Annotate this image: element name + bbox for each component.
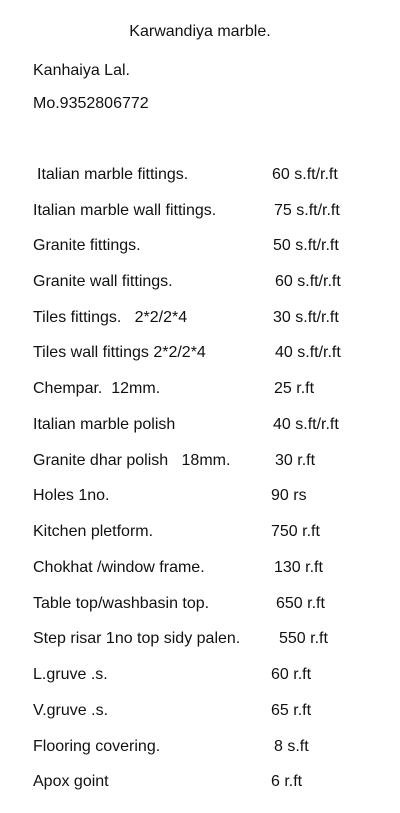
rate-item-value: 40 s.ft/r.ft — [275, 344, 341, 361]
rate-item-name: Flooring covering. — [33, 738, 161, 755]
rate-item-value: 40 s.ft/r.ft — [273, 416, 339, 433]
rate-item-value: 8 s.ft — [274, 738, 309, 755]
rate-row — [0, 414, 400, 436]
contact-name: Kanhaiya Lal. — [33, 62, 130, 79]
rate-row — [0, 342, 400, 364]
rate-row — [0, 664, 400, 686]
phone-number: Mo.9352806772 — [33, 95, 149, 112]
rate-row — [0, 628, 400, 650]
rate-row — [0, 521, 400, 543]
rate-item-value: 30 s.ft/r.ft — [273, 309, 339, 326]
rate-item-value: 65 r.ft — [271, 702, 312, 719]
rate-item-value: 90 rs — [271, 487, 307, 504]
rate-item-name: V.gruve .s. — [33, 702, 109, 719]
rate-row — [0, 307, 400, 329]
rate-item-name: Holes 1no. — [33, 487, 110, 504]
rate-item-name: Kitchen pletform. — [33, 523, 154, 540]
rate-item-name: Tiles wall fittings 2*2/2*4 — [33, 344, 206, 361]
rate-item-name: Granite fittings. — [33, 237, 141, 254]
rate-row — [0, 450, 400, 472]
rate-item-value: 550 r.ft — [279, 630, 328, 647]
rate-row — [0, 271, 400, 293]
rate-item-name: Granite dhar polish 18mm. — [33, 452, 231, 469]
rate-row — [0, 378, 400, 400]
rate-item-name: Tiles fittings. 2*2/2*4 — [33, 309, 188, 326]
rate-item-name: L.gruve .s. — [33, 666, 108, 683]
rate-item-value: 50 s.ft/r.ft — [273, 237, 339, 254]
rate-item-name: Table top/washbasin top. — [33, 595, 210, 612]
rate-item-value: 60 s.ft/r.ft — [272, 166, 338, 183]
rate-row — [0, 593, 400, 615]
rate-row — [0, 485, 400, 507]
rate-item-value: 30 r.ft — [275, 452, 316, 469]
rate-item-value: 750 r.ft — [271, 523, 320, 540]
rate-item-value: 60 r.ft — [271, 666, 312, 683]
rate-item-value: 75 s.ft/r.ft — [274, 202, 340, 219]
rate-item-value: 130 r.ft — [274, 559, 323, 576]
rate-row — [0, 164, 400, 186]
rate-item-name: Step risar 1no top sidy palen. — [33, 630, 241, 647]
rate-item-name: Granite wall fittings. — [33, 273, 173, 290]
rate-item-value: 6 r.ft — [271, 773, 303, 790]
rate-item-name: Apox goint — [33, 773, 109, 790]
rate-row — [0, 235, 400, 257]
rate-row — [0, 557, 400, 579]
rate-item-value: 650 r.ft — [276, 595, 325, 612]
rate-item-name: Italian marble polish — [33, 416, 176, 433]
rate-row — [0, 736, 400, 758]
rate-item-value: 25 r.ft — [274, 380, 315, 397]
rate-item-name: Chempar. 12mm. — [33, 380, 161, 397]
shop-title: Karwandiya marble. — [129, 23, 271, 40]
rate-row — [0, 771, 400, 793]
rate-row — [0, 200, 400, 222]
rate-item-value: 60 s.ft/r.ft — [275, 273, 341, 290]
rate-row — [0, 700, 400, 722]
rate-item-name: Italian marble fittings. — [37, 166, 189, 183]
rate-item-name: Chokhat /window frame. — [33, 559, 205, 576]
rate-item-name: Italian marble wall fittings. — [33, 202, 217, 219]
